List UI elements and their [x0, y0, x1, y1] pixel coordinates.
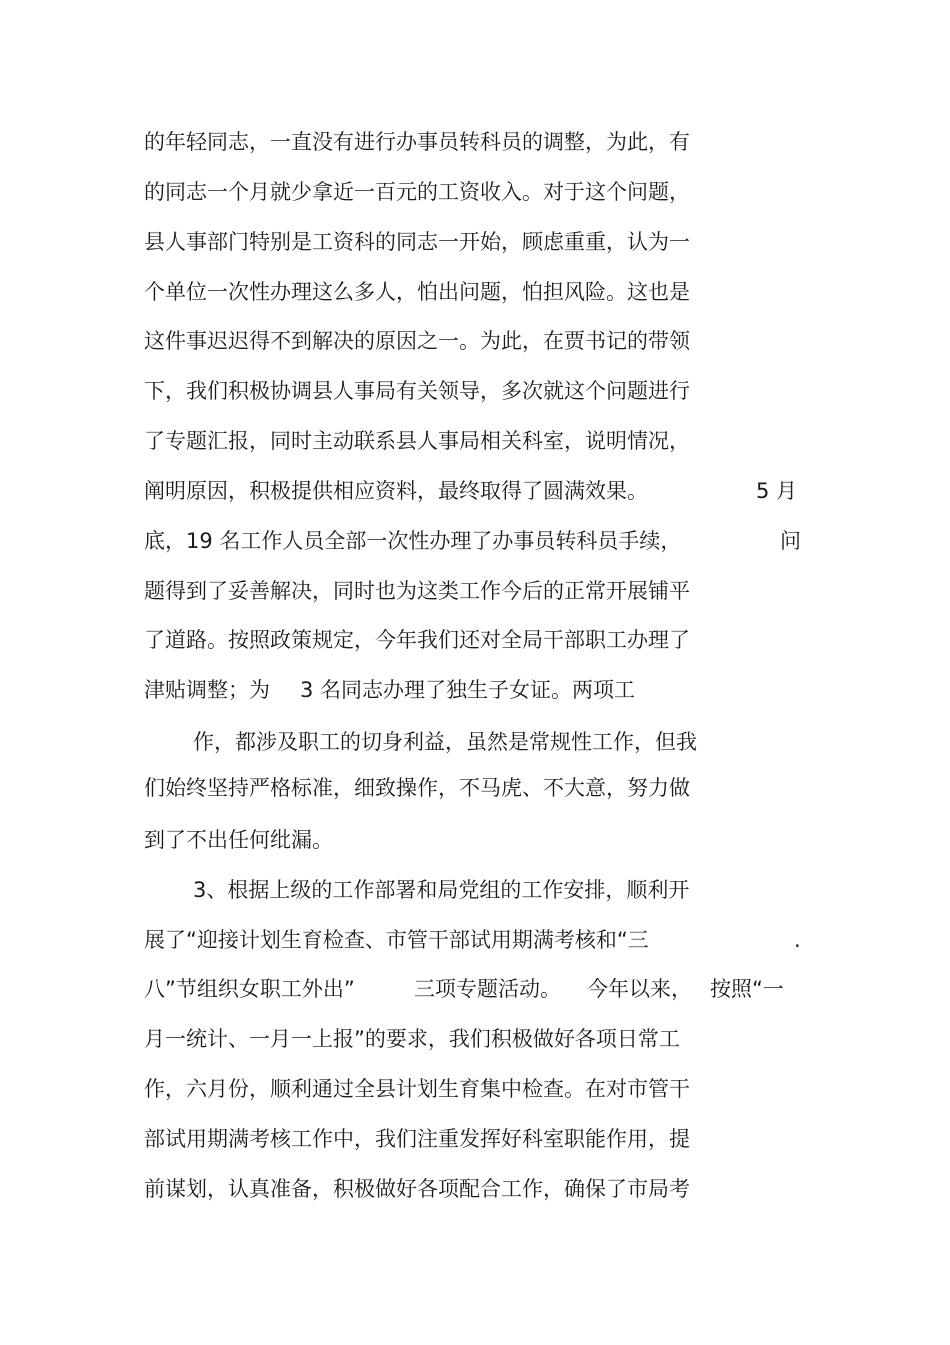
- text-segment: 阐明原因，积极提供相应资料，最终取得了圆满效果。: [144, 479, 648, 503]
- text-line: [144, 974, 784, 1004]
- text-line: 题得到了妥善解决，同时也为这类工作今后的正常开展铺平: [144, 579, 690, 603]
- text-line: 个单位一次性办理这么多人，怕出问题，怕担风险。这也是: [144, 280, 690, 304]
- text-line: 了专题汇报，同时主动联系县人事局相关科室，说明情况，: [144, 429, 690, 453]
- text-segment: 按照“一: [710, 977, 784, 1001]
- text-line: 了道路。按照政策规定，今年我们还对全局干部职工办理了: [144, 628, 690, 652]
- text-line: 的年轻同志，一直没有进行办事员转科员的调整，为此，有: [144, 130, 690, 154]
- text-segment: 问: [780, 529, 801, 553]
- text-line: 月一统计、一月一上报”的要求，我们积极做好各项日常工: [144, 1027, 680, 1051]
- text-line: 部试用期满考核工作中，我们注重发挥好科室职能作用，提: [144, 1127, 690, 1151]
- text-segment: 5 月: [756, 479, 798, 503]
- text-line: [144, 925, 801, 955]
- text-line: [144, 526, 801, 556]
- text-line: 前谋划，认真准备，积极做好各项配合工作，确保了市局考: [144, 1177, 690, 1201]
- text-line: 作，都涉及职工的切身利益，虽然是常规性工作，但我: [193, 730, 697, 754]
- text-line: 这件事迟迟得不到解决的原因之一。为此，在贾书记的带领: [144, 329, 690, 353]
- text-line: 们始终坚持严格标准，细致操作，不马虎、不大意，努力做: [144, 776, 690, 800]
- text-segment: 今年以来，: [587, 977, 692, 1001]
- text-line: 县人事部门特别是工资科的同志一开始，顾虑重重，认为一: [144, 230, 690, 254]
- paragraph-heading-line: 3、根据上级的工作部署和局党组的工作安排，顺利开: [193, 878, 690, 902]
- text-line: 作，六月份，顺利通过全县计划生育集中检查。在对市管干: [144, 1077, 690, 1101]
- text-segment: .: [794, 928, 801, 952]
- text-segment: 展了“迎接计划生育检查、市管干部试用期满考核和“三: [144, 928, 649, 952]
- text-segment: 八”节组织女职工外出”: [144, 977, 355, 1001]
- text-segment: 底，19 名工作人员全部一次性办理了办事员转科员手续，: [144, 529, 682, 553]
- text-segment: 津贴调整；为: [144, 678, 270, 702]
- text-line: 的同志一个月就少拿近一百元的工资收入。对于这个问题，: [144, 180, 690, 204]
- text-segment: 3 名同志办理了独生子女证。两项工: [300, 678, 636, 702]
- text-line: 下，我们积极协调县人事局有关领导，多次就这个问题进行: [144, 379, 690, 403]
- text-segment: 三项专题活动。: [414, 977, 561, 1001]
- text-line: [144, 675, 636, 705]
- text-line: [144, 476, 798, 506]
- text-line: 到了不出任何纰漏。: [144, 828, 333, 852]
